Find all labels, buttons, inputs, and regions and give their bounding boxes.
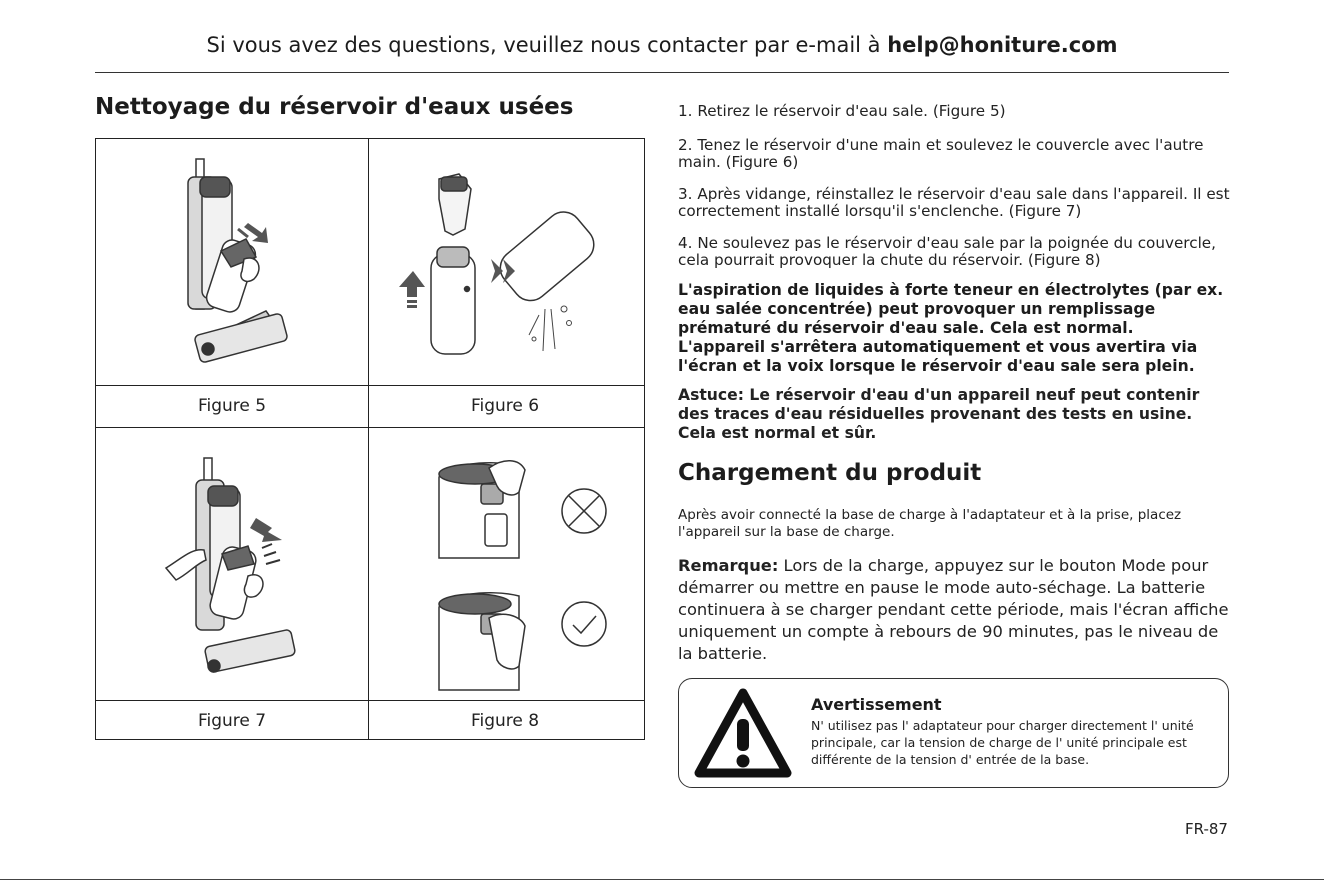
contact-email: help@honiture.com xyxy=(887,33,1118,57)
tip-paragraph xyxy=(678,386,1230,443)
warning-text: N' utilisez pas l' adaptateur pour charger directement l' unité principale, car la tension de charge de l' unité principale est différente de la tension d' entrée de la base. xyxy=(811,718,1194,767)
warning-triangle-icon xyxy=(693,687,793,779)
section-title-charging: Chargement du produit xyxy=(678,460,982,486)
tip-text: Le réservoir d'eau d'un appareil neuf peut contenir des traces d'eau résiduelles provenant des tests en usine. Cela est normal et sûr. xyxy=(678,386,1200,442)
figure-caption: Figure 5 xyxy=(197,396,267,416)
charging-text: Après avoir connecté la base de charge à l'adaptateur et à la prise, placez l'appareil sur la base de charge. xyxy=(678,507,1182,540)
bottom-divider xyxy=(0,879,1324,880)
figure-caption: Figure 7 xyxy=(197,711,267,731)
figure-5-illustration xyxy=(96,139,368,385)
remark-paragraph xyxy=(678,555,1230,665)
remark-text: Lors de la charge, appuyez sur le bouton Mode pour démarrer ou mettre en pause le mode auto-séchage. La batterie continuera à se charger pendant cette période, mais l'écran affiche uniquement un compte à rebours de 90 minutes, pas le niveau de la batterie. xyxy=(678,556,1229,663)
figure-7-illustration xyxy=(96,428,368,700)
grid-divider xyxy=(96,385,644,386)
step-3: 3. Après vidange, réinstallez le réservoir d'eau sale dans l'appareil. Il est correctement installé lorsqu'il s'enclenche. (Figure 7) xyxy=(678,185,1230,220)
remark-label: Remarque: xyxy=(678,556,779,575)
step-1: 1. Retirez le réservoir d'eau sale. (Figure 5) xyxy=(678,102,1006,120)
electrolyte-note: L'aspiration de liquides à forte teneur en électrolytes (par ex. eau salée concentrée) peut provoquer un remplissage prématuré du réservoir d'eau sale. Cela est normal. xyxy=(678,281,1224,337)
contact-header xyxy=(95,33,1229,57)
warning-title: Avertissement xyxy=(811,695,942,714)
warning-box xyxy=(678,678,1229,788)
section-title-tank-cleaning: Nettoyage du réservoir d'eaux usées xyxy=(95,94,574,120)
step-2: 2. Tenez le réservoir d'une main et soulevez le couvercle avec l'autre main. (Figure 6) xyxy=(678,136,1204,171)
contact-prefix: Si vous avez des questions, veuillez nous contacter par e-mail à xyxy=(206,33,888,57)
auto-stop-note: L'appareil s'arrêtera automatiquement et vous avertira via l'écran et la voix lorsque le réservoir d'eau sale sera plein. xyxy=(678,338,1198,375)
figure-grid xyxy=(95,138,645,740)
header-divider xyxy=(95,72,1229,73)
tip-label: Astuce: xyxy=(678,386,744,404)
page-number: FR-87 xyxy=(1185,820,1228,838)
figure-6-illustration xyxy=(369,139,646,385)
figure-caption: Figure 8 xyxy=(470,711,540,731)
step-4: 4. Ne soulevez pas le réservoir d'eau sale par la poignée du couvercle, cela pourrait provoquer la chute du réservoir. (Figure 8) xyxy=(678,234,1216,269)
grid-divider xyxy=(96,700,644,701)
figure-caption: Figure 6 xyxy=(470,396,540,416)
figure-8-illustration xyxy=(369,428,646,700)
